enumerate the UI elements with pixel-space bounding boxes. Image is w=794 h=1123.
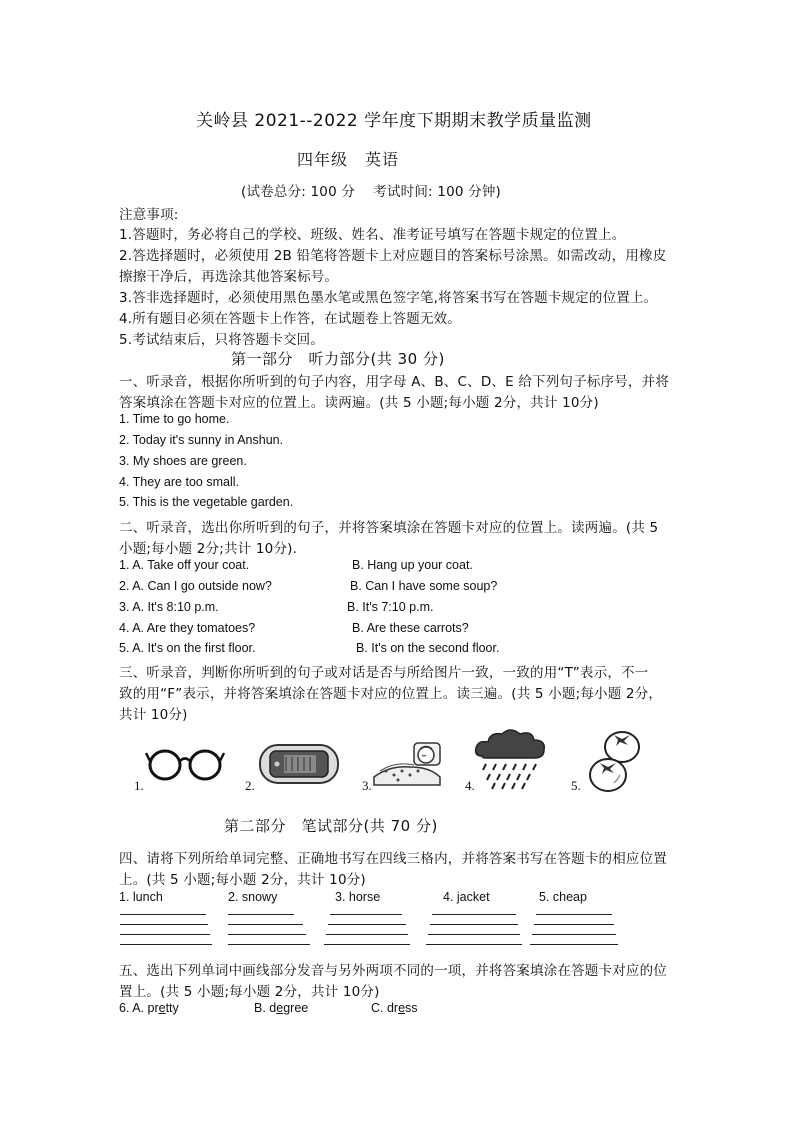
picture-label: 3. [362, 778, 372, 793]
q1-item: 1. Time to go home. [119, 412, 230, 426]
picture-label: 1. [134, 778, 144, 793]
q2-option-a: 5. A. It's on the first floor. [119, 641, 256, 655]
note-item: 4.所有题目必须在答题卡上作答，在试题卷上答题无效。 [119, 311, 462, 327]
picture-label: 5. [571, 778, 581, 793]
picture-label: 2. [245, 778, 255, 793]
sleeping-child-icon [370, 737, 445, 791]
q5-option-c: C. dress [371, 1001, 418, 1015]
q1-item: 4. They are too small. [119, 475, 239, 489]
q3-instruction: 三、听录音，判断你所听到的句子或对话是否与所给图片一致，一致的用“T”表示，不一 [119, 665, 649, 681]
q2-option-b: B. Are these carrots? [352, 621, 469, 635]
q2-option-a: 1. A. Take off your coat. [119, 558, 250, 572]
glasses-icon [145, 741, 225, 786]
q1-item: 5. This is the vegetable garden. [119, 495, 294, 509]
q4-word: 4. jacket [443, 890, 490, 904]
q2-instruction: 二、听录音，选出你所听到的句子，并将答案填涂在答题卡对应的位置上。读两遍。(共 5 [119, 520, 659, 536]
q4-word: 3. horse [335, 890, 381, 904]
q3-instruction: 共计 10分) [119, 707, 188, 723]
note-item: 3.答非选择题时，必须使用黑色墨水笔或黑色签字笔,将答案书写在答题卡规定的位置上。 [119, 290, 658, 306]
q5-option-b: B. degree [254, 1001, 309, 1015]
note-item: 1.答题时，务必将自己的学校、班级、姓名、准考证号填写在答题卡规定的位置上。 [119, 227, 626, 243]
rain-cloud-icon [472, 726, 548, 790]
q1-item: 2. Today it's sunny in Anshun. [119, 433, 284, 447]
note-item: 擦擦干净后，再选涂其他答案标号。 [119, 269, 339, 285]
q5-instruction: 置上。(共 5 小题;每小题 2分，共计 10分) [119, 984, 380, 1000]
grade-subject: 四年级 英语 [297, 150, 400, 169]
picture-label: 4. [465, 778, 475, 793]
q2-instruction: 小题;每小题 2分;共计 10分). [119, 541, 298, 557]
q4-instruction: 上。(共 5 小题;每小题 2分，共计 10分) [119, 872, 366, 888]
note-item: 2.答选择题时，必须使用 2B 铅笔将答题卡上对应题目的答案标号涂黑。如需改动，用橡皮 [119, 248, 667, 264]
q1-instruction: 一、听录音，根据你所听到的句子内容，用字母 A、B、C、D、E 给下列句子标序号，并将 [119, 374, 670, 390]
exam-info: (试卷总分: 100 分 考试时间: 100 分钟) [241, 184, 502, 200]
q2-option-a: 4. A. Are they tomatoes? [119, 621, 256, 635]
q2-option-a: 2. A. Can I go outside now? [119, 579, 272, 593]
q5-option-a: 6. A. pretty [119, 1001, 179, 1015]
q2-option-a: 3. A. It's 8:10 p.m. [119, 600, 219, 614]
phone-icon [258, 742, 340, 786]
notes-heading: 注意事项: [119, 207, 179, 223]
part1-heading: 第一部分 听力部分(共 30 分) [231, 350, 445, 368]
note-item: 5.考试结束后，只将答题卡交回。 [119, 332, 325, 348]
q4-word: 5. cheap [539, 890, 587, 904]
q2-option-b: B. It's 7:10 p.m. [347, 600, 434, 614]
q2-option-b: B. Hang up your coat. [352, 558, 473, 572]
q1-item: 3. My shoes are green. [119, 454, 247, 468]
q3-instruction: 致的用“F”表示，并将答案填涂在答题卡对应的位置上。读三遍。(共 5 小题;每小题 2分， [119, 686, 663, 702]
q2-option-b: B. Can I have some soup? [350, 579, 498, 593]
q1-instruction: 答案填涂在答题卡对应的位置上。读两遍。(共 5 小题;每小题 2分，共计 10分) [119, 395, 599, 411]
q4-instruction: 四、请将下列所给单词完整、正确地书写在四线三格内，并将答案书写在答题卡的相应位置 [119, 851, 667, 867]
q2-option-b: B. It's on the second floor. [356, 641, 500, 655]
q5-instruction: 五、选出下列单词中画线部分发音与另外两项不同的一项，并将答案填涂在答题卡对应的位 [119, 963, 667, 979]
q4-word: 1. lunch [119, 890, 163, 904]
q4-word: 2. snowy [228, 890, 278, 904]
part2-heading: 第二部分 笔试部分(共 70 分) [224, 817, 438, 835]
exam-title: 关岭县 2021--2022 学年度下期期末教学质量监测 [196, 111, 592, 131]
tomatoes-icon [584, 725, 654, 795]
